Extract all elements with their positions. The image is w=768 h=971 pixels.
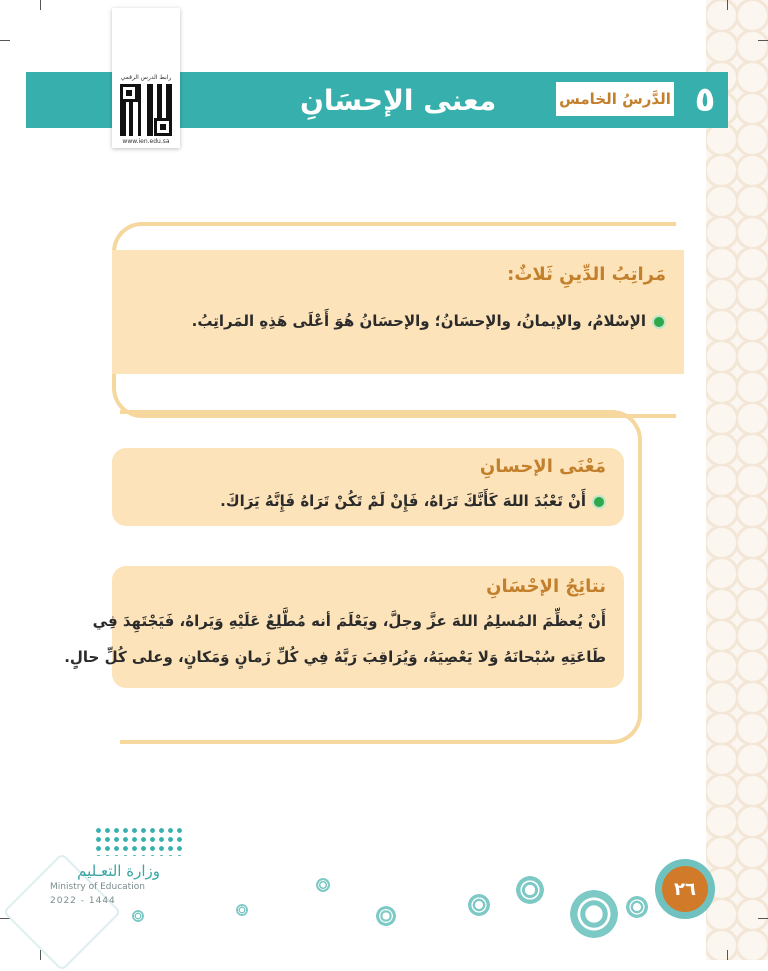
crop-mark: [727, 0, 728, 10]
section-heading: مَراتِبُ الدِّينِ ثَلاثٌ:: [507, 264, 666, 285]
ornament-icon: [626, 896, 648, 918]
bullet-icon: [592, 495, 606, 509]
ministry-logo-icon: [94, 826, 184, 856]
ornament-icon: [316, 878, 330, 892]
digital-lesson-qr-card[interactable]: [112, 8, 180, 148]
lesson-title: معنى الإحسَانِ: [300, 83, 497, 117]
section-text: أَنْ تَعْبُدَ اللهَ كَأَنَّكَ تَرَاهُ، فَإِنْ لَمْ تَكُنْ تَرَاهُ فَإِنَّهُ يَرَاكَ.: [220, 492, 606, 510]
decorative-side-pattern: [706, 0, 768, 960]
section-text-line: أَنْ يُعظِّمَ المُسلِمُ اللهَ عزَّ وجلَّ، ويَعْلَمَ أنه مُطَّلِعٌ عَلَيْهِ وَيَراهُ، فَيَجْتَهِدَ فِي: [92, 612, 606, 630]
ministry-name-english: Ministry of Education: [50, 882, 145, 892]
lesson-number: ٥: [682, 72, 728, 128]
edition-year: 2022 - 1444: [50, 896, 116, 906]
page-number: ٢٦: [662, 866, 708, 912]
bullet-icon: [652, 315, 666, 329]
section-meaning-of-ihsan: [112, 448, 624, 526]
qr-caption: رابط الدرس الرقمي: [120, 74, 172, 81]
ornament-icon: [376, 906, 396, 926]
ornament-icon: [236, 904, 248, 916]
ministry-name-arabic: وزارة التعـليم: [77, 862, 160, 880]
ornament-icon: [516, 876, 544, 904]
ornament-icon: [468, 894, 490, 916]
crop-mark: [758, 918, 768, 919]
crop-mark: [727, 950, 728, 960]
ornament-icon: [132, 910, 144, 922]
crop-mark: [40, 0, 41, 10]
qr-code-icon[interactable]: [120, 84, 172, 136]
ornament-icon: [570, 890, 618, 938]
crop-mark: [758, 40, 768, 41]
lesson-label: الدَّرسُ الخامس: [556, 82, 674, 116]
crop-mark: [0, 40, 10, 41]
section-heading: نتائِجُ الإحْسَانِ: [486, 576, 606, 597]
section-results-of-ihsan: [64, 566, 624, 688]
section-heading: مَعْنَى الإحسانِ: [479, 456, 606, 477]
section-text: الإسْلامُ، والإيمانُ، والإحسَانُ؛ والإحسَانُ هُوَ أَعْلَى هَذِهِ المَراتِبُ.: [192, 312, 666, 330]
section-text-line: طَاعَتِهِ سُبْحانَهُ وَلا يَعْصِيَهُ، وَيُرَاقِبَ رَبَّهُ فِي كُلِّ زَمانٍ وَمَكانٍ، وعلى كُلِّ حالٍ.: [64, 648, 606, 666]
crop-mark: [40, 950, 41, 960]
qr-url[interactable]: www.ien.edu.sa: [122, 138, 170, 145]
section-ranks-of-religion: [112, 250, 684, 374]
